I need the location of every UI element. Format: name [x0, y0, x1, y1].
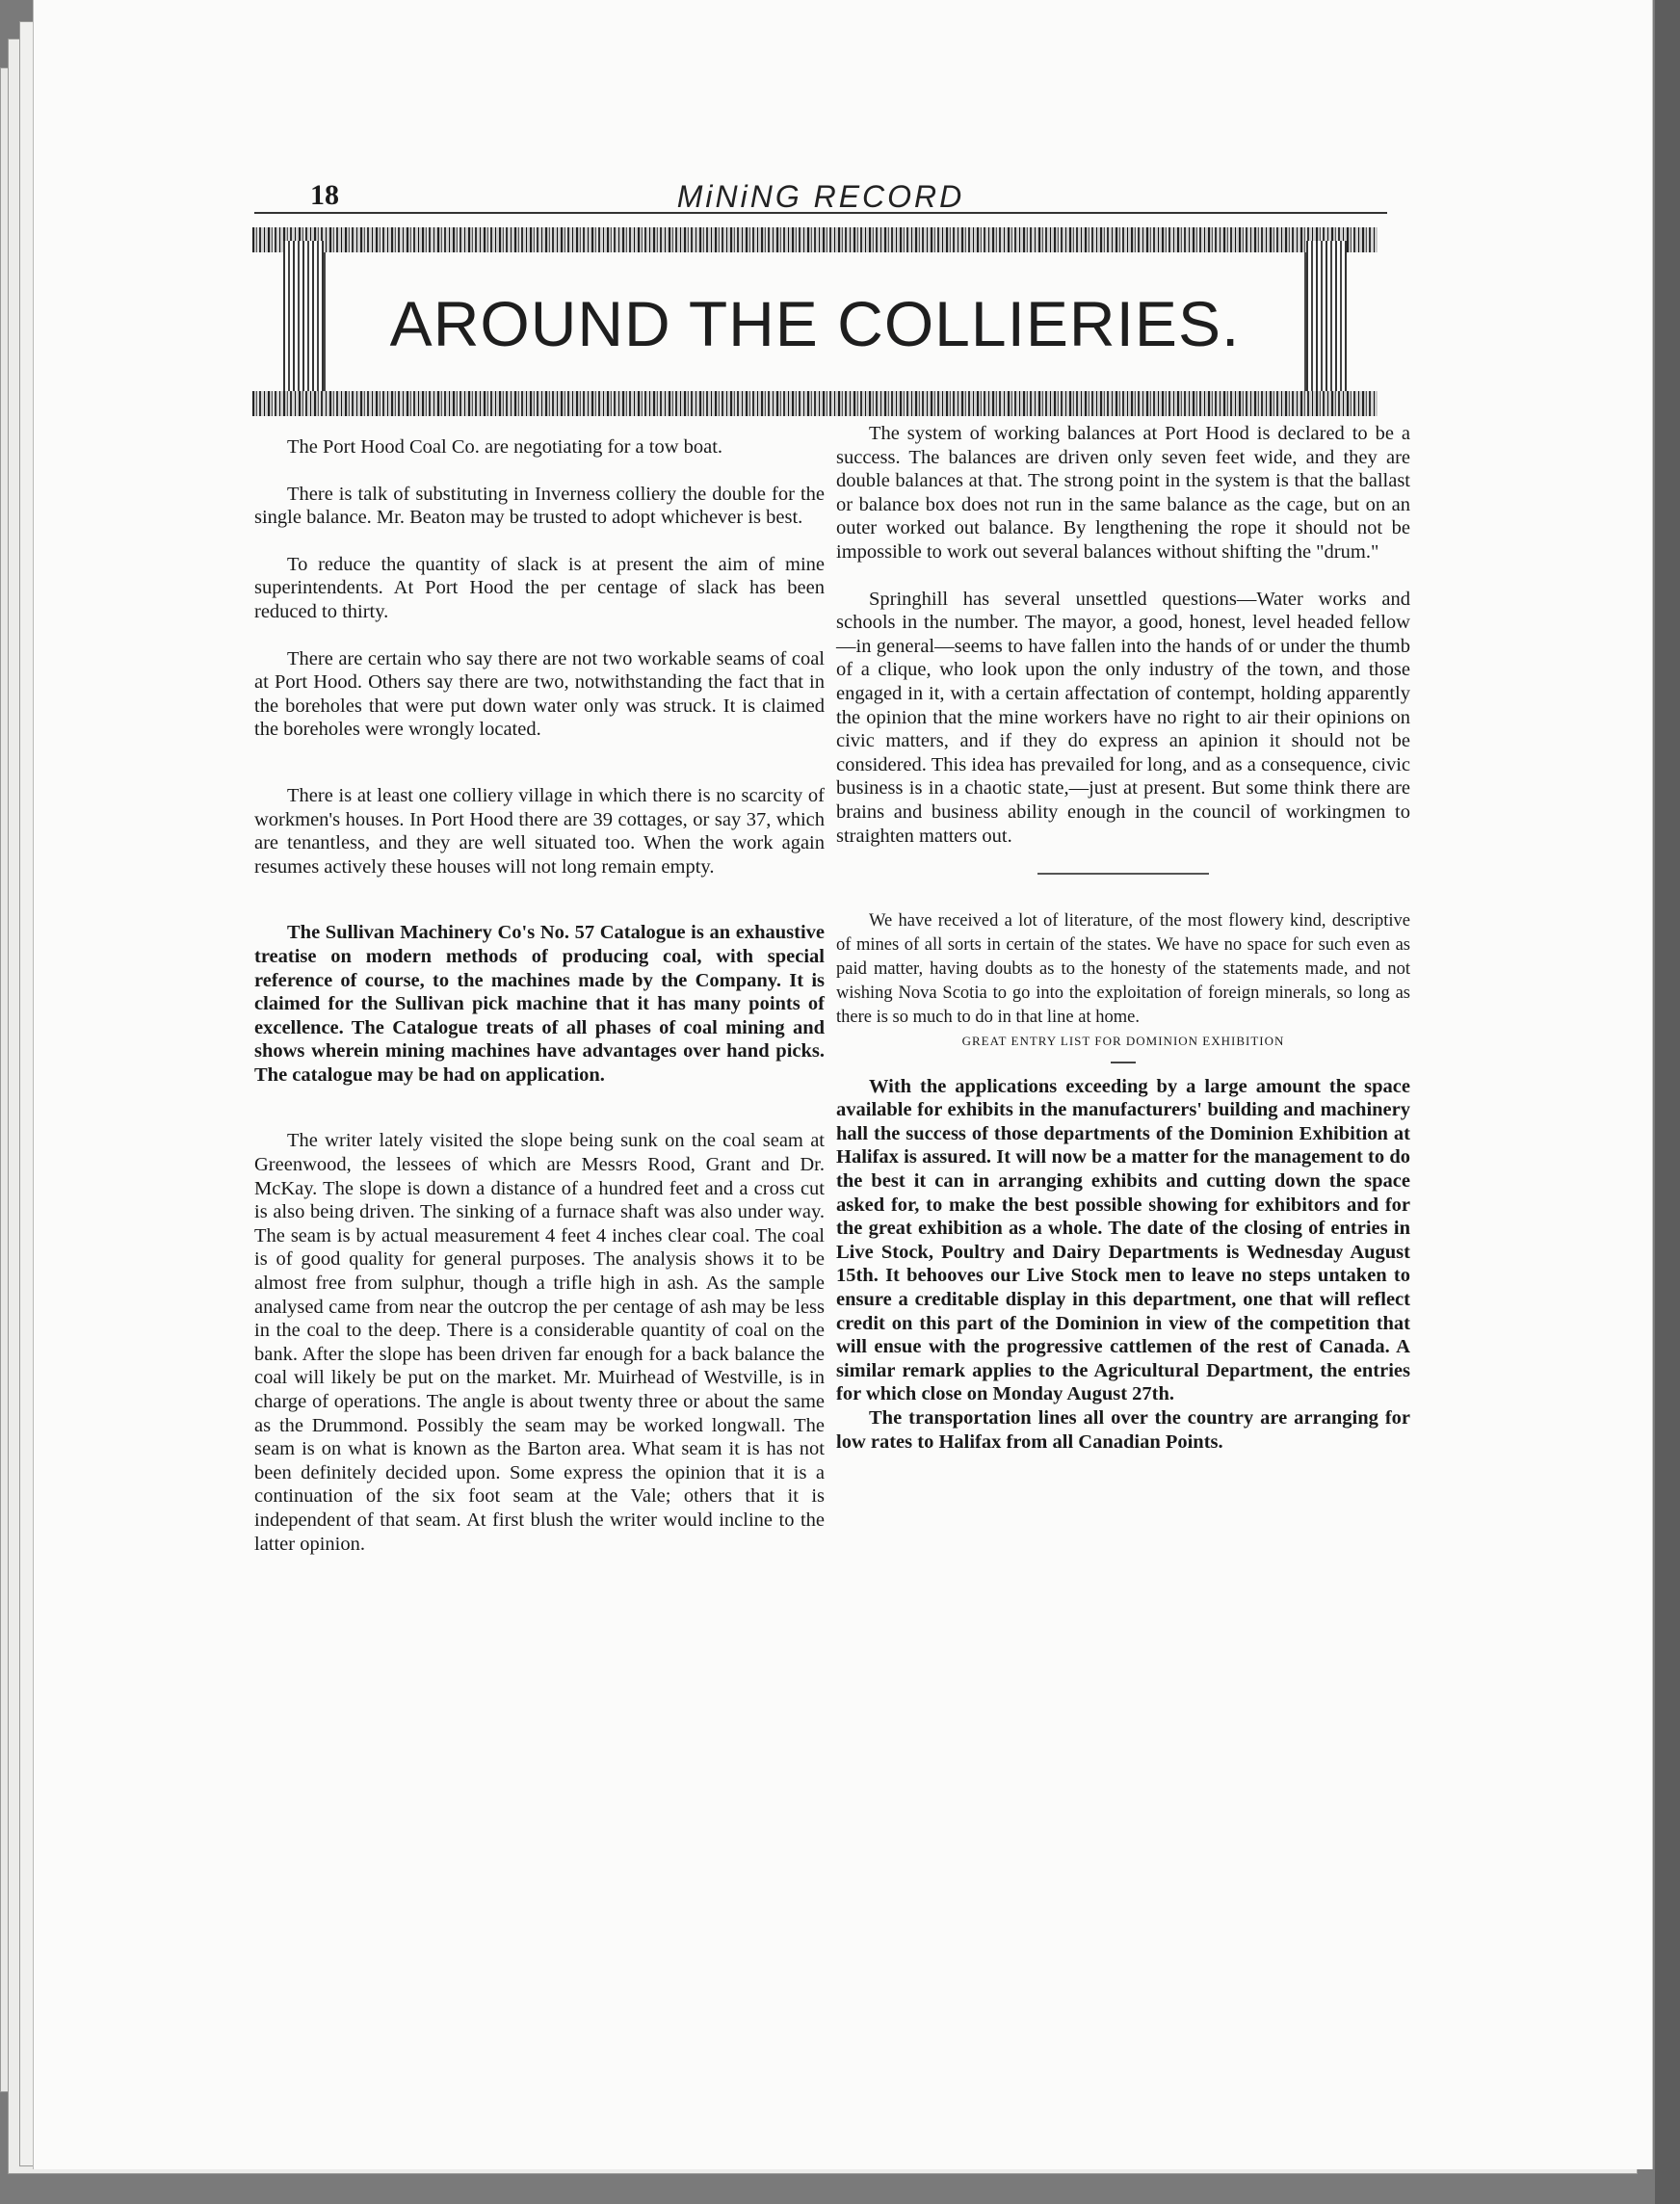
banner-right-pillar	[1306, 241, 1347, 403]
banner-bottom-bar	[252, 391, 1378, 416]
paragraph: Springhill has several unsettled questions—Water works and schools in the number. The mayor, a good, honest, level headed fellow—in general—seems to have fallen into the hands of or under the thumb of a clique, who look upon the only industry of the town, and those engaged in it, with a certain affectation of contempt, holding apparently the opinion that the mine workers have no right to air their opinions on civic matters, and if they do express an apinion it should not be considered. This idea has prevailed for long, and as a consequence, civic business is in a chaotic state,—just at present. But some think there are brains and business ability enough in the council of workingmen to straighten matters out.	[836, 588, 1410, 847]
paragraph: To reduce the quantity of slack is at present the aim of mine superintendents. At Port Hood the per centage of slack has been reduced to thirty.	[254, 553, 825, 622]
left-column	[254, 435, 825, 1556]
banner-top-bar	[252, 227, 1378, 252]
journal-title: MiNiNG RECORD	[676, 179, 965, 214]
title-banner	[252, 227, 1378, 416]
page-number: 18	[310, 179, 339, 211]
paragraph: The writer lately visited the slope being sunk on the coal seam at Greenwood, the lessees of which are Messrs Rood, Grant and Dr. McKay. The slope is down a distance of a hundred feet and a cross cut is also being driven. The sinking of a furnace shaft was also under way. The seam is by actual measurement 4 feet 4 inches clear coal. The coal is of good quality for general purposes. The analysis shows it to be almost free from sulphur, though a trifle high in ash. As the sample analysed came from near the outcrop the per centage of ash may be less in the coal to the deep. There is a considerable quantity of coal on the bank. After the slope has been driven far enough for a back balance the coal will likely be put on the market. Mr. Muirhead of Westville, is in charge of operations. The angle is about twenty three or about the same as the Drummond. Possibly the seam may be worked longwall. The seam is on what is known as the Barton area. What seam it is has not been definitely decided upon. Some express the opinion that it is a continuation of the six foot seam at the Vale; others that it is independent of that seam. At first blush the writer would incline to the latter opinion.	[254, 1130, 825, 1555]
paragraph: The system of working balances at Port Hood is declared to be a success. The balances are driven only seven feet wide, and they are double balances at that. The strong point in the system is that the ballast or balance box does not run in the same balance as the cage, but on an outer worked out balance. By lengthening the rope it should not be impossible to work out several balances without shifting the "drum."	[836, 423, 1410, 563]
paragraph: The Sullivan Machinery Co's No. 57 Catalogue is an exhaustive treatise on modern methods of producing coal, with special reference of course, to the machines made by the Company. It is claimed for the Sullivan pick machine that it has many points of excellence. The Catalogue treats of all phases of coal mining and shows wherein mining machines have advantages over hand picks. The catalogue may be had on application.	[254, 922, 825, 1086]
notice-paragraph: We have received a lot of literature, of the most flowery kind, descriptive of mines of all sorts in certain of the states. We have no space for such even as paid matter, having doubts as to the honesty of the statements made, and not wishing Nova Scotia to go into the exploitation of foreign minerals, so long as there is so much to do in that line at home.	[836, 911, 1410, 1028]
scan-border	[1655, 0, 1680, 2204]
running-head	[254, 179, 1387, 212]
paragraph: There is talk of substituting in Inverness colliery the double for the single balance. Mr. Beaton may be trusted to adopt whichever is best.	[254, 483, 825, 529]
banner-panel	[324, 252, 1306, 391]
paragraph: The Port Hood Coal Co. are negotiating for a tow boat.	[287, 436, 723, 458]
column-divider	[1037, 873, 1209, 875]
section-heading: GREAT ENTRY LIST FOR DOMINION EXHIBITION	[961, 1034, 1285, 1049]
section-title: AROUND THE COLLIERIES.	[389, 288, 1241, 359]
banner-left-pillar	[283, 241, 324, 403]
heading-dash	[1111, 1062, 1136, 1063]
right-column	[836, 422, 1410, 1454]
paragraph: The transportation lines all over the country are arranging for low rates to Halifax from all Canadian Points.	[836, 1407, 1410, 1453]
paragraph: With the applications exceeding by a large amount the space available for exhibits in the manufacturers' building and machinery hall the success of those departments of the Dominion Exhibition at Halifax is assured. It will now be a matter for the management to do the best it can in arranging exhibits and cutting down the space asked for, to make the best possible showing for exhibitors and for the great exhibition as a whole. The date of the closing of entries in Live Stock, Poultry and Dairy Departments is Wednesday August 15th. It behooves our Live Stock men to leave no steps untaken to ensure a creditable display in this department, one that will reflect credit on this part of the Dominion in view of the competition that will ensue with the progressive cattlemen of the rest of Canada. A similar remark applies to the Agricultural Department, the entries for which close on Monday August 27th.	[836, 1075, 1410, 1405]
paragraph: There is at least one colliery village in which there is no scarcity of workmen's houses. In Port Hood there are 39 cottages, or say 37, which are tenantless, and they are well situated too. When the work again resumes actively these houses will not long remain empty.	[254, 784, 825, 878]
header-rule	[254, 212, 1387, 214]
paragraph: There are certain who say there are not two workable seams of coal at Port Hood. Others say there are two, notwithstanding the fact that in the boreholes that were put down water only was struck. It is claimed the boreholes were wrongly located.	[254, 647, 825, 741]
